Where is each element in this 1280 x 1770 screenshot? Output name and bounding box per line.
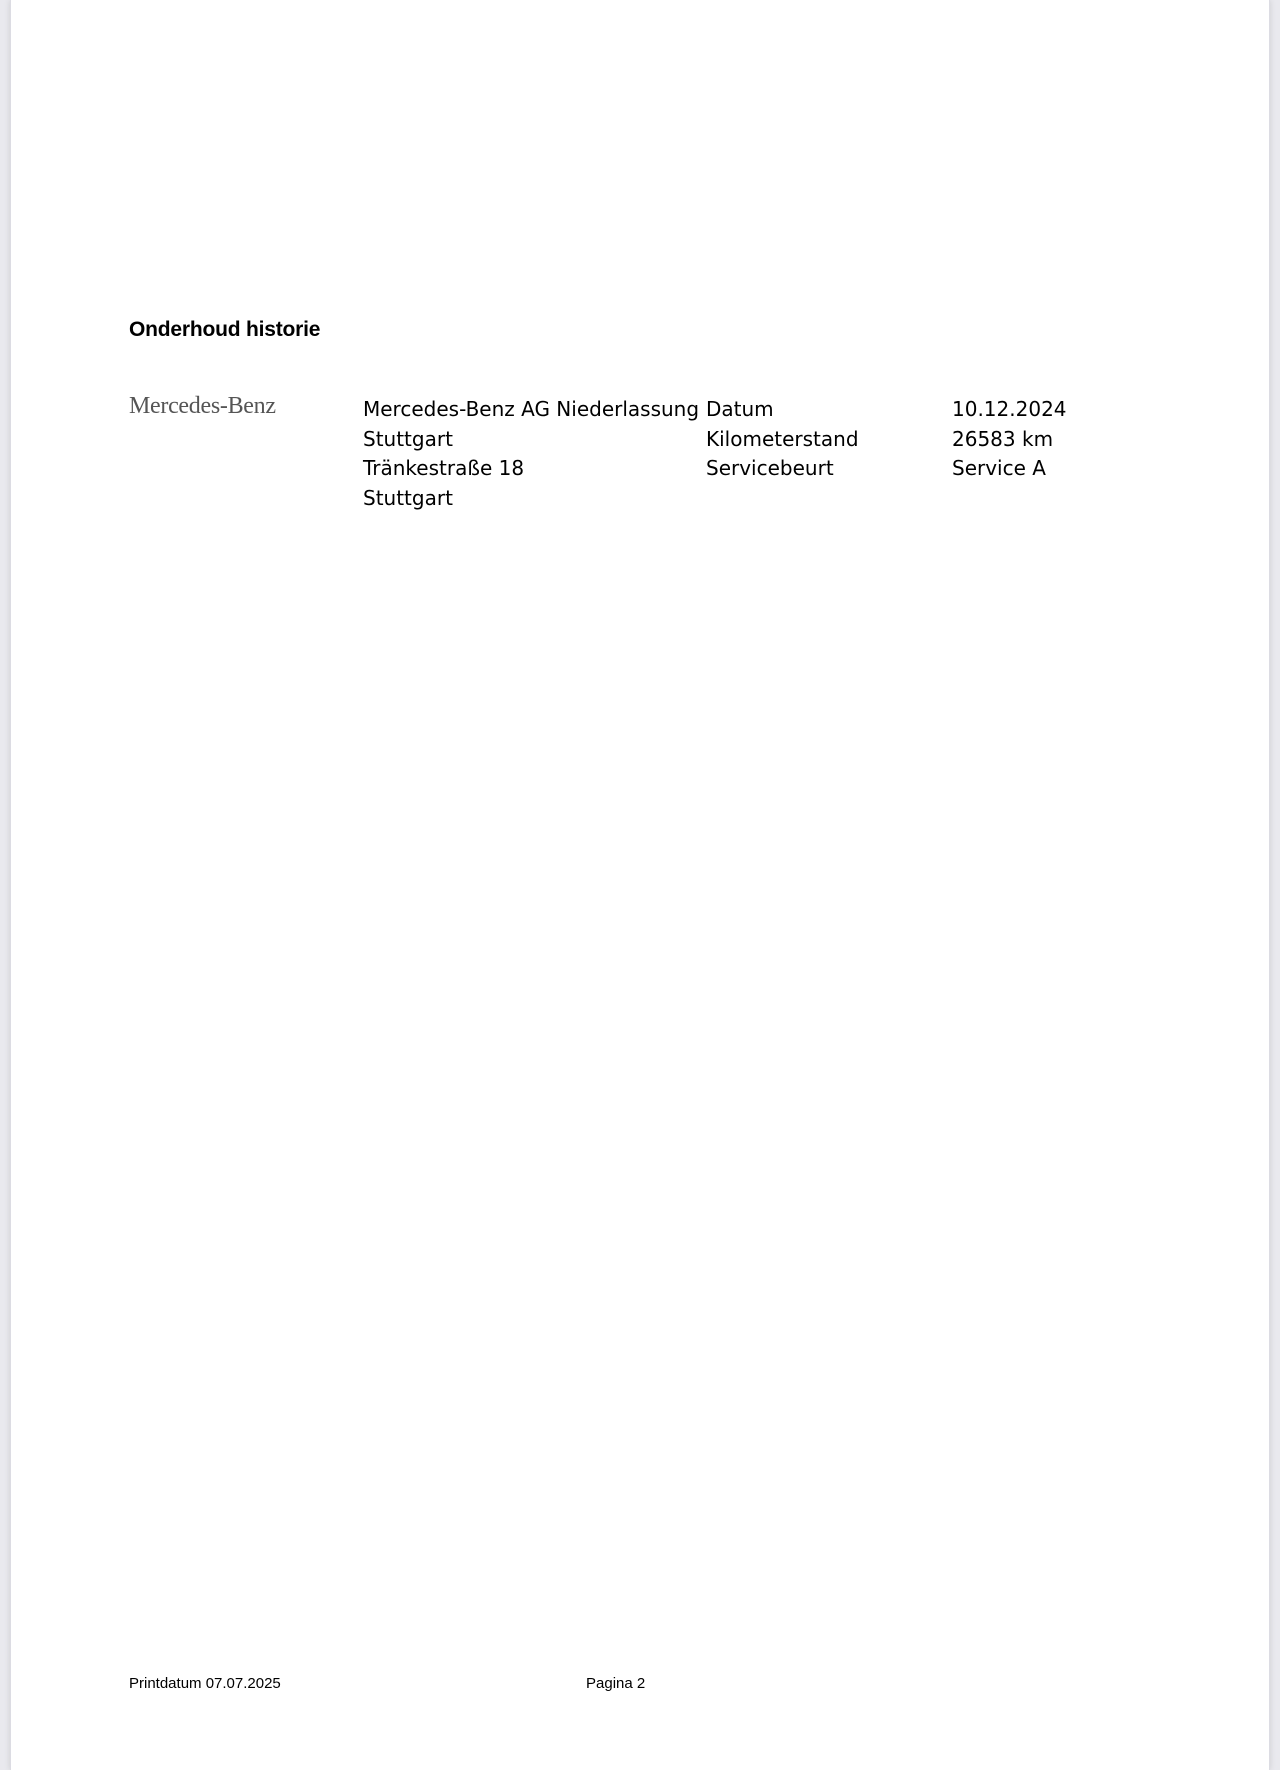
mileage-value: 26583 km — [952, 426, 1054, 451]
dealer-address — [363, 395, 699, 513]
dealer-address-line: Mercedes-Benz AG Niederlassung — [363, 397, 700, 421]
page-title: Onderhoud historie — [129, 318, 321, 341]
service-type-label: Servicebeurt — [706, 456, 834, 480]
mercedes-benz-logo: Mercedes-Benz — [129, 393, 276, 419]
dealer-address-line: Tränkestraße 18 — [363, 456, 525, 480]
date-value: 10.12.2024 — [952, 397, 1067, 421]
dealer-address-line: Stuttgart — [363, 485, 453, 510]
service-detail-values — [952, 395, 1067, 484]
print-date: Printdatum 07.07.2025 — [129, 1675, 281, 1692]
document-page — [10, 0, 1270, 1770]
service-detail-labels — [706, 395, 859, 484]
dealer-address-line: Stuttgart — [363, 426, 453, 451]
service-type-value: Service A — [952, 456, 1046, 480]
date-label: Datum — [706, 397, 774, 421]
page-number: Pagina 2 — [586, 1675, 646, 1692]
mileage-label: Kilometerstand — [706, 426, 859, 451]
